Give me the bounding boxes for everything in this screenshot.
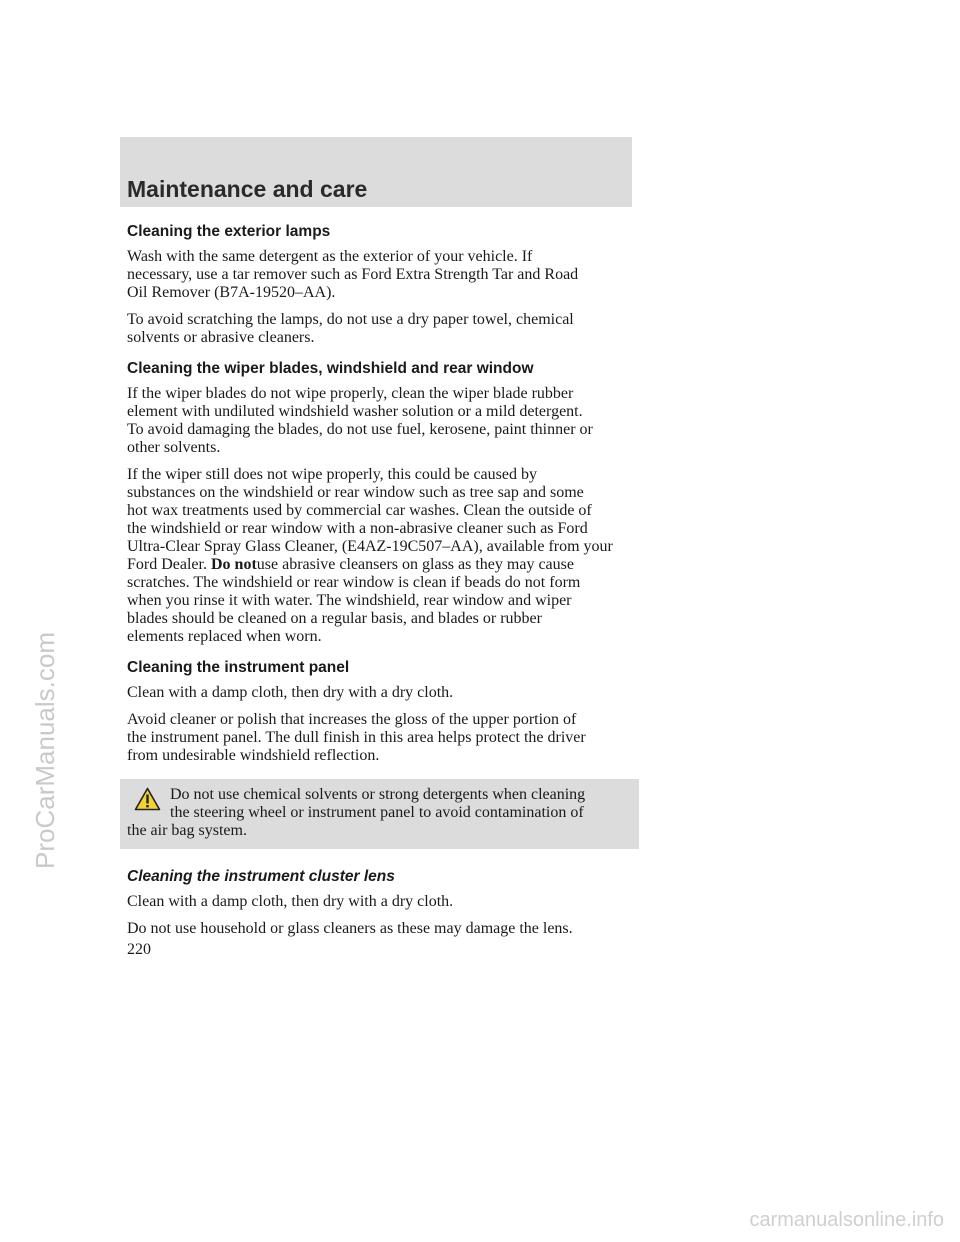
paragraph-cluster-lens-2: Do not use household or glass cleaners as these may damage the lens. [127, 920, 573, 937]
page-title: Maintenance and care [127, 176, 368, 202]
paragraph-instrument-panel-2: Avoid cleaner or polish that increases the gloss of the upper portion of the instrument panel. The dull finish in this area helps protect the driver from undesirable windshield reflection. [127, 711, 586, 764]
paragraph-exterior-lamps-2: To avoid scratching the lamps, do not use a dry paper towel, chemical solvents or abrasive cleaners. [127, 311, 574, 346]
paragraph-exterior-lamps-1: Wash with the same detergent as the exterior of your vehicle. If necessary, use a tar remover such as Ford Extra Strength Tar and Road Oil Remover (B7A-19520–AA). [127, 248, 579, 301]
watermark-left: ProCarManuals.com [29, 631, 60, 869]
heading-instrument-panel: Cleaning the instrument panel [127, 659, 350, 676]
warning-box [120, 779, 639, 849]
paragraph-wiper-2: If the wiper still does not wipe properly, this could be caused by substances on the windshield or rear window such as tree sap and some hot wax treatments used by commercial car washes. Clean the outside of the windshield or rear window with a non-abrasive cleaner such as Ford Ultra-Clear Spray Glass Cleaner, (E4AZ-19C507–AA), available from your Ford Dealer. Do notuse abrasive cleansers on glass as they may cause scratches. The windshield or rear window is clean if beads do not form when you rinse it with water. The windshield, rear window and wiper blades should be cleaned on a regular basis, and blades or rubber elements replaced when worn. [127, 466, 613, 645]
watermark-bottom: carmanualsonline.info [749, 1209, 944, 1231]
warning-triangle-icon [134, 787, 161, 811]
heading-exterior-lamps: Cleaning the exterior lamps [127, 223, 331, 240]
heading-wiper-blades: Cleaning the wiper blades, windshield and rear window [127, 360, 534, 377]
warning-text: Do not use chemical solvents or strong detergents when cleaning the steering wheel or instrument panel to avoid contamination of the air bag system. [127, 786, 586, 839]
page-number: 220 [127, 941, 151, 958]
paragraph-instrument-panel-1: Clean with a damp cloth, then dry with a dry cloth. [127, 684, 454, 701]
heading-instrument-cluster-lens: Cleaning the instrument cluster lens [127, 868, 395, 885]
paragraph-cluster-lens-1: Clean with a damp cloth, then dry with a dry cloth. [127, 893, 454, 910]
emphasis-do-not: Do not [210, 556, 257, 573]
page-content [127, 222, 632, 947]
paragraph-wiper-1: If the wiper blades do not wipe properly, clean the wiper blade rubber element with undiluted windshield washer solution or a mild detergent. To avoid damaging the blades, do not use fuel, kerosene, paint thinner or other solvents. [127, 385, 593, 456]
